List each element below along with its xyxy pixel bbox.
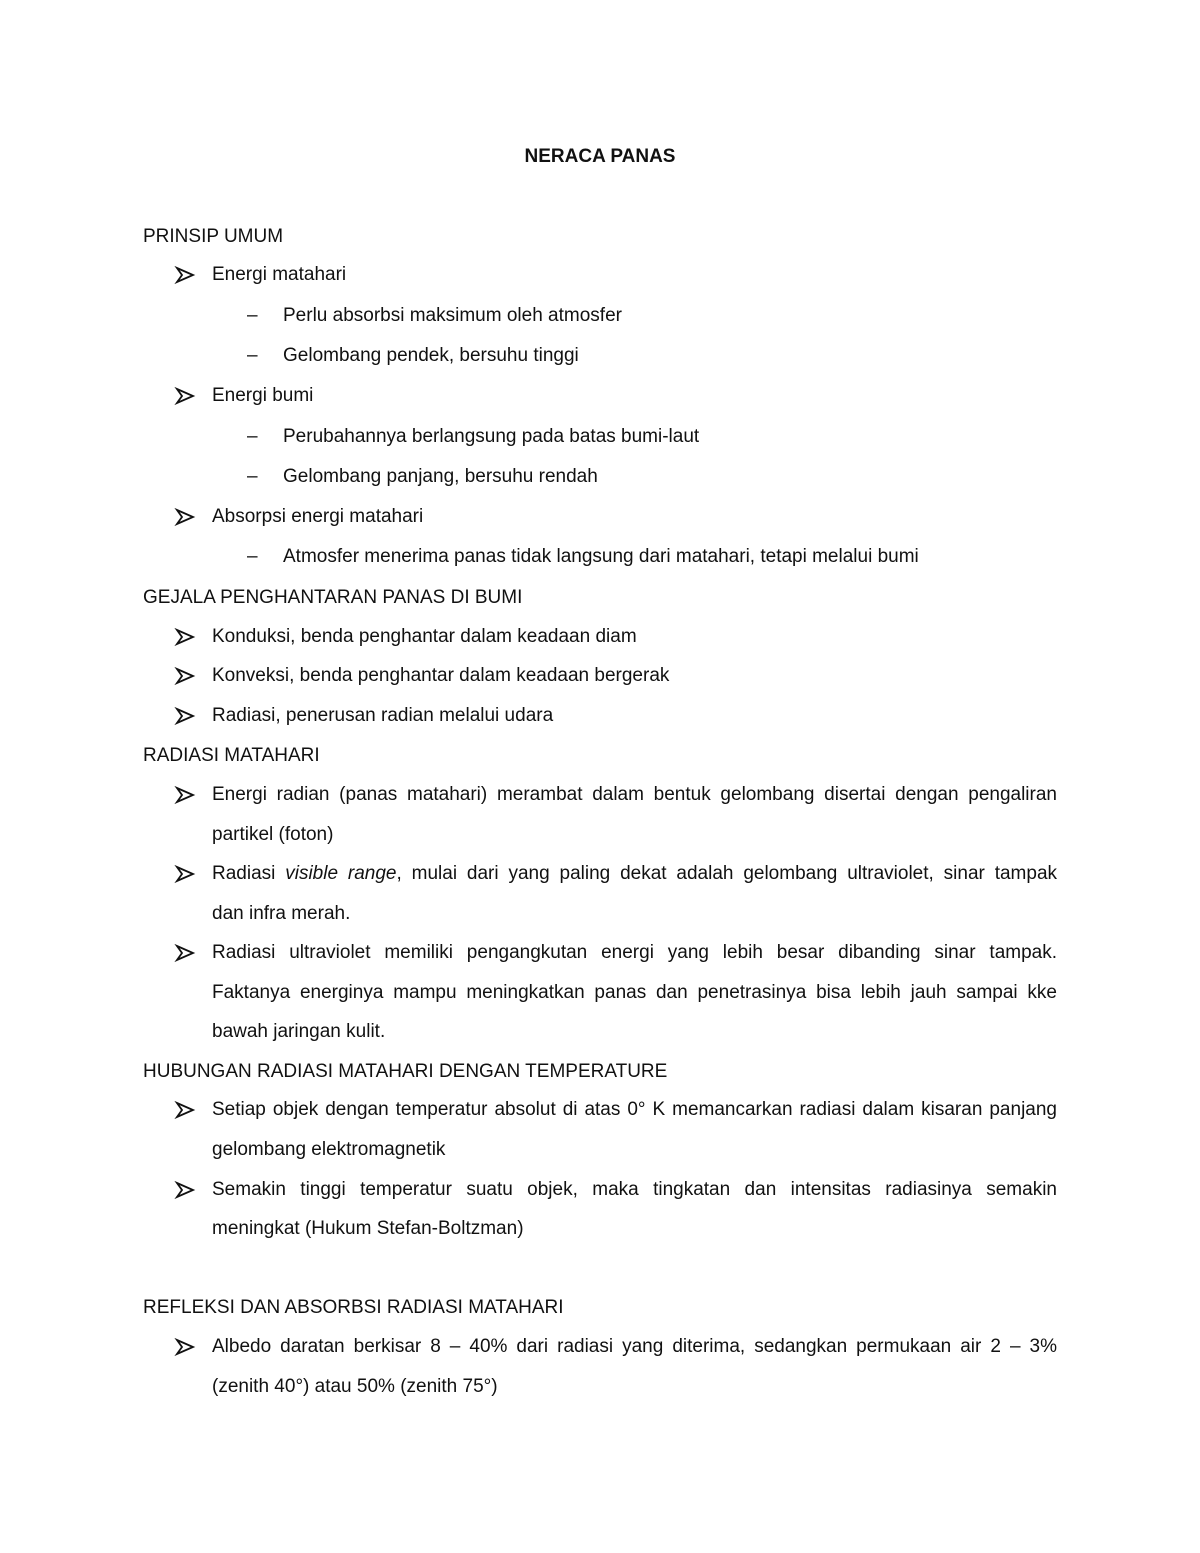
list-item-line: Semakin tinggi temperatur suatu objek, maka tingkatan dan intensitas radiasinya semakin xyxy=(212,1179,1057,1200)
list-item: Energi bumi xyxy=(212,385,314,406)
list-item: Radiasi, penerusan radian melalui udara xyxy=(212,705,554,726)
section-heading: RADIASI MATAHARI xyxy=(143,745,320,766)
arrow-bullet-icon xyxy=(174,783,196,807)
text-run: Radiasi xyxy=(212,863,286,884)
section-heading: PRINSIP UMUM xyxy=(143,226,284,247)
sub-list-item: Gelombang panjang, bersuhu rendah xyxy=(283,466,598,487)
dash-bullet: – xyxy=(247,426,258,447)
list-item-line: Setiap objek dengan temperatur absolut di atas 0° K memancarkan radiasi dalam kisaran panjang xyxy=(212,1099,1057,1120)
list-item-line: bawah jaringan kulit. xyxy=(212,1021,386,1042)
sub-list-item: Perubahannya berlangsung pada batas bumi-laut xyxy=(283,426,700,447)
arrow-bullet-icon xyxy=(174,664,196,688)
list-item-line xyxy=(212,862,1057,886)
arrow-bullet-icon xyxy=(174,862,196,886)
sub-list-item: Atmosfer menerima panas tidak langsung dari matahari, tetapi melalui bumi xyxy=(283,546,919,567)
arrow-bullet-icon xyxy=(174,1178,196,1202)
list-item-line: (zenith 40°) atau 50% (zenith 75°) xyxy=(212,1376,498,1397)
dash-bullet: – xyxy=(247,345,258,366)
dash-bullet: – xyxy=(247,546,258,567)
arrow-bullet-icon xyxy=(174,505,196,529)
arrow-bullet-icon xyxy=(174,941,196,965)
list-item-line: Energi radian (panas matahari) merambat dalam bentuk gelombang disertai dengan pengaliran xyxy=(212,784,1057,805)
arrow-bullet-icon xyxy=(174,263,196,287)
list-item: Konveksi, benda penghantar dalam keadaan bergerak xyxy=(212,665,670,686)
section-heading: REFLEKSI DAN ABSORBSI RADIASI MATAHARI xyxy=(143,1297,564,1318)
list-item: Absorpsi energi matahari xyxy=(212,506,424,527)
list-item-line: meningkat (Hukum Stefan-Boltzman) xyxy=(212,1218,524,1239)
arrow-bullet-icon xyxy=(174,704,196,728)
text-run: , mulai dari yang paling dekat adalah gelombang ultraviolet, sinar tampak xyxy=(396,863,1058,884)
list-item-line: partikel (foton) xyxy=(212,824,334,845)
list-item-line: Faktanya energinya mampu meningkatkan panas dan penetrasinya bisa lebih jauh sampai kke xyxy=(212,982,1057,1003)
arrow-bullet-icon xyxy=(174,625,196,649)
italic-term: visible range xyxy=(285,863,397,884)
sub-list-item: Gelombang pendek, bersuhu tinggi xyxy=(283,345,579,366)
dash-bullet: – xyxy=(247,305,258,326)
list-item-line: gelombang elektromagnetik xyxy=(212,1139,446,1160)
list-item: Konduksi, benda penghantar dalam keadaan diam xyxy=(212,626,637,647)
list-item-line: dan infra merah. xyxy=(212,903,351,924)
list-item-line: Radiasi ultraviolet memiliki pengangkutan energi yang lebih besar dibanding sinar tampak. xyxy=(212,942,1057,963)
sub-list-item: Perlu absorbsi maksimum oleh atmosfer xyxy=(283,305,622,326)
arrow-bullet-icon xyxy=(174,1335,196,1359)
list-item-line: Albedo daratan berkisar 8 – 40% dari radiasi yang diterima, sedangkan permukaan air 2 – 3% xyxy=(212,1336,1057,1357)
arrow-bullet-icon xyxy=(174,384,196,408)
document-title: NERACA PANAS xyxy=(524,146,676,167)
section-heading: HUBUNGAN RADIASI MATAHARI DENGAN TEMPERATURE xyxy=(143,1061,668,1082)
list-item: Energi matahari xyxy=(212,264,347,285)
arrow-bullet-icon xyxy=(174,1098,196,1122)
dash-bullet: – xyxy=(247,466,258,487)
section-heading: GEJALA PENGHANTARAN PANAS DI BUMI xyxy=(143,587,523,608)
